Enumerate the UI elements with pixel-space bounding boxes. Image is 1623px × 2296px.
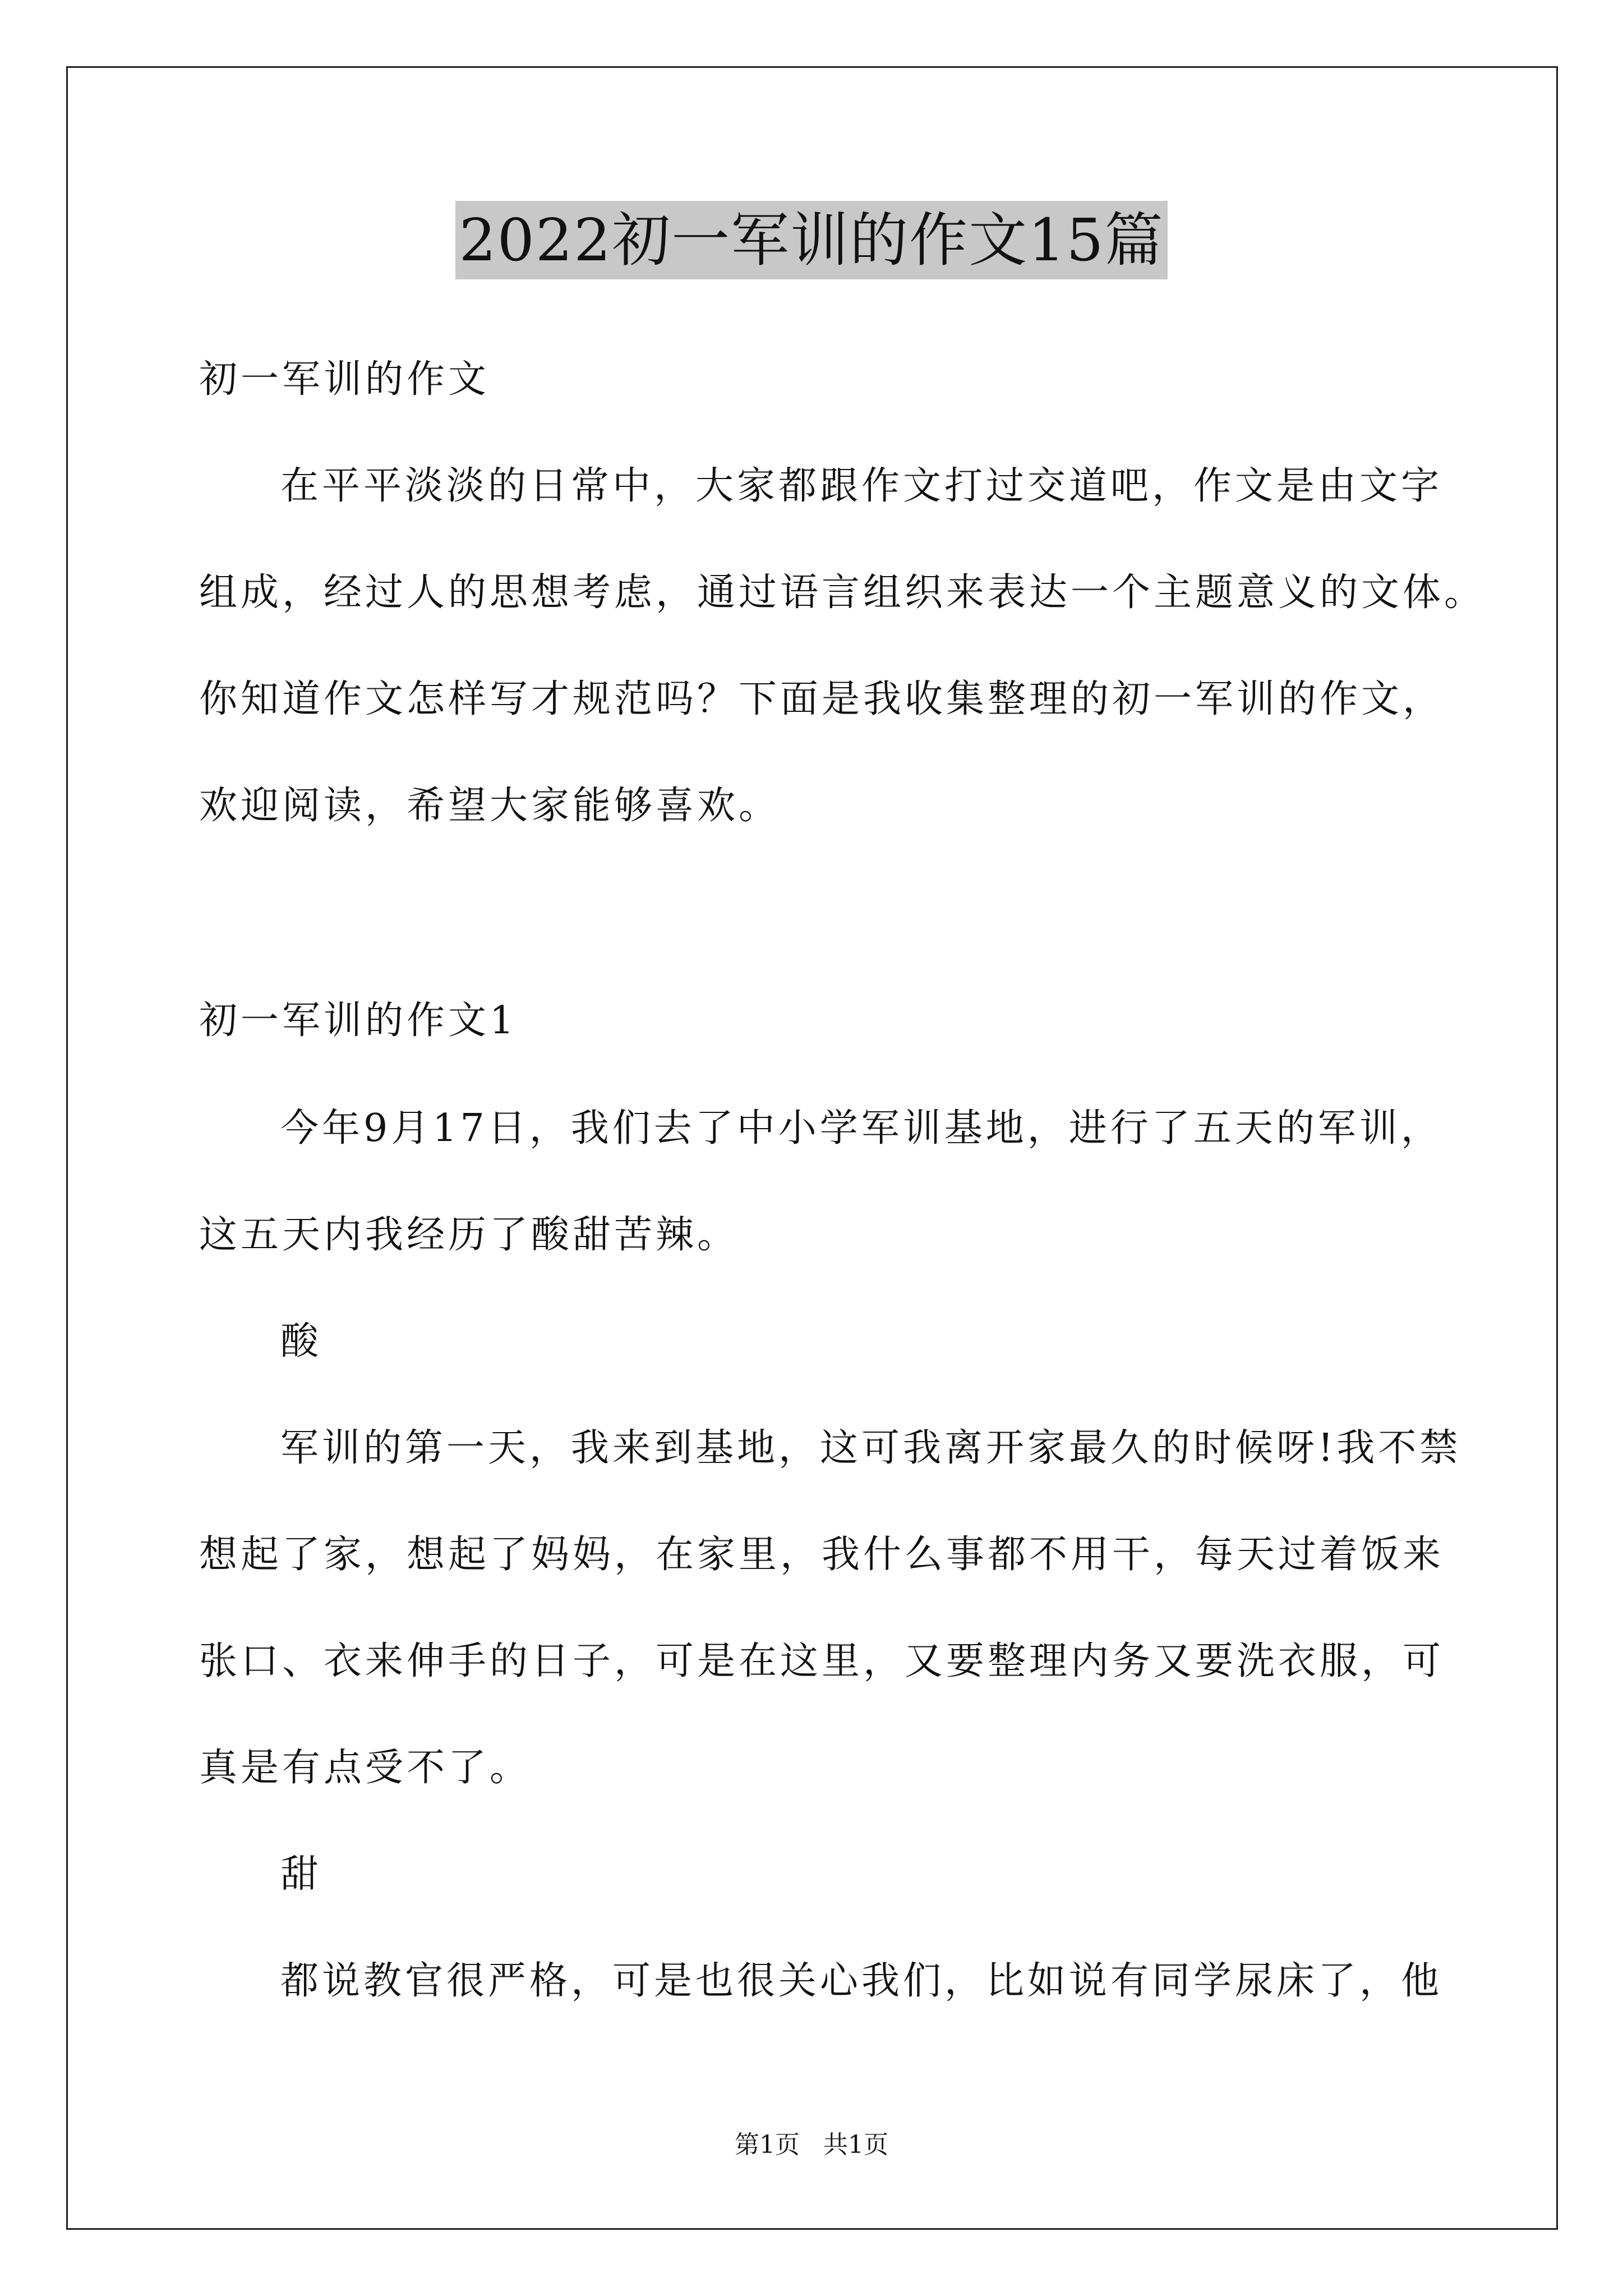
intro-line: 欢迎阅读，希望大家能够喜欢。 [199,784,781,828]
body-line: 军训的第一天，我来到基地，这可我离开家最久的时候呀!我不禁 [280,1426,1461,1470]
body-line: 张口、衣来伸手的日子，可是在这里，又要整理内务又要洗衣服，可 [199,1639,1445,1683]
subheading-sweet: 甜 [280,1852,322,1897]
body-line: 想起了家，想起了妈妈，在家里，我什么事都不用干，每天过着饭来 [199,1533,1445,1577]
document-subtitle: 初一军训的作文 [199,357,490,402]
body-line: 这五天内我经历了酸甜苦辣。 [199,1213,739,1257]
subheading-sour: 酸 [280,1319,322,1364]
body-line: 今年9月17日，我们去了中小学军训基地，进行了五天的军训， [280,1106,1442,1151]
body-line: 都说教官很严格，可是也很关心我们，比如说有同学尿床了，他 [280,1959,1443,2003]
body-line: 真是有点受不了。 [199,1746,532,1790]
intro-line: 你知道作文怎样写才规范吗？下面是我收集整理的初一军训的作文， [199,677,1445,721]
document-title: 2022初一军训的作文15篇 [455,201,1167,279]
section-heading: 初一军训的作文1 [199,999,518,1043]
intro-line: 在平平淡淡的日常中，大家都跟作文打过交道吧，作文是由文字 [280,464,1443,508]
intro-line: 组成，经过人的思想考虑，通过语言组织来表达一个主题意义的文体。 [199,570,1486,615]
title-container [0,201,1623,279]
page-footer: 第1页 共1页 [735,2131,888,2159]
